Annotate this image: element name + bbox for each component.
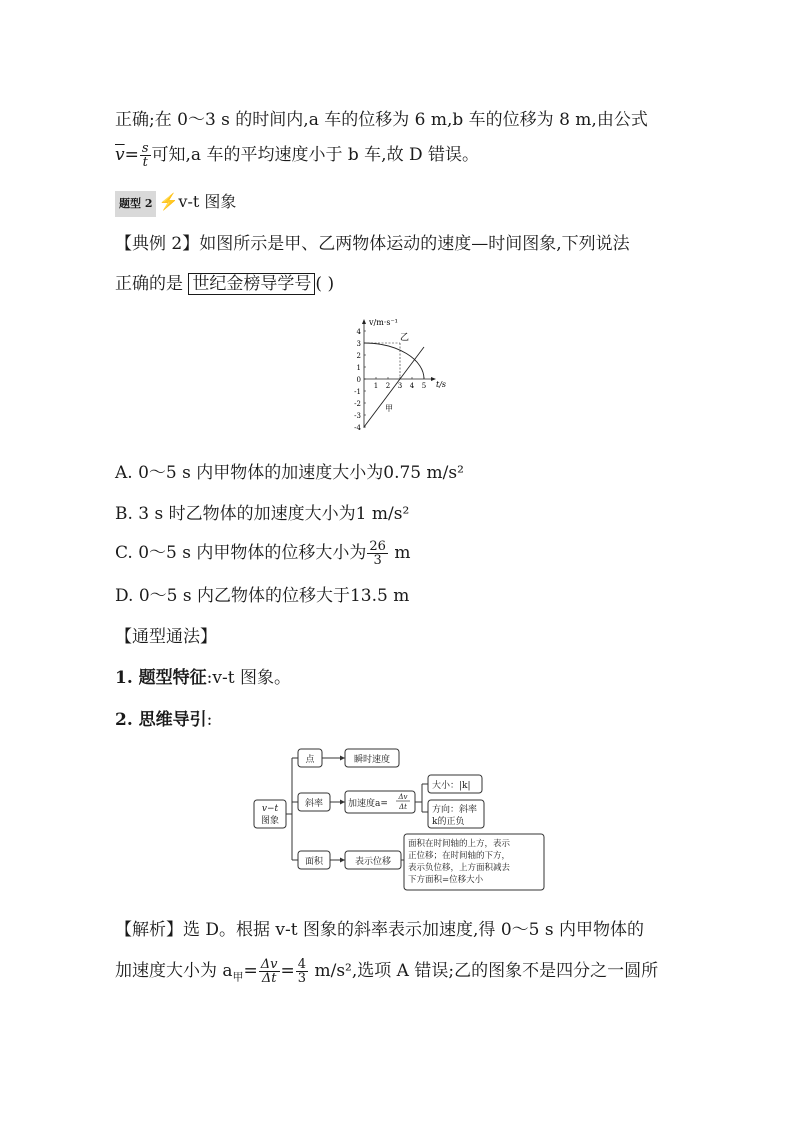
analysis-label: 【解析】 bbox=[115, 920, 183, 940]
series-yi-curve bbox=[364, 343, 424, 379]
x-tick-label: 5 bbox=[421, 382, 427, 390]
mindmap-b3d-4: 下方面积=位移大小 bbox=[408, 875, 484, 885]
v-bar-symbol: $\overline{v}$ bbox=[115, 145, 125, 165]
mindmap-b2r-den: Δt bbox=[399, 803, 407, 811]
analysis-text-1: 选 D。根据 v-t 图象的斜率表示加速度,得 0～5 s 内甲物体的 bbox=[183, 920, 644, 940]
option-b: B. 3 s 时乙物体的加速度大小为1 m/s² bbox=[115, 504, 410, 524]
mindmap-b2b-2: k的正负 bbox=[432, 817, 465, 827]
mindmap-b3d-3: 表示负位移，上方面积减去 bbox=[408, 863, 511, 873]
para-line-2-rest: 可知,a 车的平均速度小于 b 车,故 D 错误。 bbox=[151, 145, 480, 165]
fraction-dv-dt: $\frac{\Delta v}{\Delta t}$ bbox=[260, 957, 278, 986]
mindmap-root-2: 图象 bbox=[260, 816, 280, 826]
mindmap-b2r-num: Δv bbox=[398, 793, 408, 801]
lightning-icon: ⚡ bbox=[158, 192, 179, 211]
label-yi: 乙 bbox=[400, 333, 410, 343]
analysis-line-2 bbox=[115, 958, 658, 989]
section-header bbox=[115, 190, 236, 217]
mindmap-b3d-2: 正位移；在时间轴的下方， bbox=[408, 851, 511, 861]
fraction-s-over-t: $\frac{s}{t}$ bbox=[141, 141, 149, 170]
example-label: 【典例 2】 bbox=[115, 234, 200, 254]
graph-ylabel: v/m·s⁻¹ bbox=[369, 318, 398, 327]
y-tick-label: -2 bbox=[354, 400, 361, 408]
equals: = bbox=[243, 961, 258, 981]
option-a: A. 0～5 s 内甲物体的加速度大小为0.75 m/s² bbox=[115, 463, 464, 483]
analysis-line-1 bbox=[115, 918, 644, 942]
y-axis-arrow bbox=[362, 319, 366, 324]
option-c bbox=[115, 540, 410, 567]
equals-2: = bbox=[280, 961, 295, 981]
vt-graph bbox=[352, 315, 457, 435]
mindmap-root-1: v−t bbox=[261, 804, 279, 814]
mindmap-b3d-1: 面积在时间轴的上方，表示 bbox=[408, 839, 511, 849]
mind-map bbox=[250, 742, 550, 897]
mindmap-b3r: 表示位移 bbox=[354, 857, 392, 867]
mindmap-b1r: 瞬时速度 bbox=[353, 755, 391, 765]
y-tick-label: 4 bbox=[356, 328, 361, 336]
y-tick-label: 2 bbox=[356, 352, 361, 360]
label-jia: 甲 bbox=[385, 404, 393, 413]
mindmap-b1: 点 bbox=[305, 755, 315, 765]
subscript-jia: 甲 bbox=[232, 970, 244, 984]
example-text-2: 正确的是 bbox=[115, 274, 183, 294]
method-item-2: 2. 思维导引: bbox=[115, 710, 213, 730]
section-title: v-t 图象 bbox=[178, 192, 237, 211]
boxed-label: 世纪金榜导学号 bbox=[188, 273, 315, 295]
y-tick-label: 3 bbox=[356, 340, 361, 348]
equals: = bbox=[124, 145, 139, 165]
y-tick-label: -4 bbox=[354, 424, 361, 432]
fraction-26-3: $\frac{26}{3}$ bbox=[369, 539, 386, 568]
mindmap-b2r: 加速度a= bbox=[348, 799, 388, 809]
y-tick-label: -1 bbox=[354, 388, 361, 396]
example-line-2 bbox=[115, 272, 334, 296]
analysis-text-2-rest: m/s²,选项 A 错误;乙的图象不是四分之一圆所 bbox=[309, 961, 659, 981]
mindmap-b3: 面积 bbox=[304, 857, 324, 867]
y-tick-label: -3 bbox=[354, 412, 361, 420]
y-tick-label: 1 bbox=[356, 364, 361, 372]
x-tick-label: 2 bbox=[385, 382, 391, 390]
answer-paren: ( ) bbox=[315, 274, 335, 294]
y-tick-label: 0 bbox=[356, 376, 361, 384]
fraction-4-3: $\frac{4}{3}$ bbox=[297, 957, 307, 986]
option-d: D. 0～5 s 内乙物体的位移大于13.5 m bbox=[115, 586, 410, 606]
section-tag: 题型 2 bbox=[115, 191, 156, 217]
mindmap-b2: 斜率 bbox=[304, 799, 324, 809]
option-c-unit: m bbox=[394, 543, 411, 563]
graph-xlabel: t/s bbox=[436, 380, 447, 389]
mindmap-b2a: 大小：|k| bbox=[432, 781, 471, 791]
para-line-1: 正确;在 0～3 s 的时间内,a 车的位移为 6 m,b 车的位移为 8 m,由公式 bbox=[115, 110, 648, 130]
analysis-text-2: 加速度大小为 a bbox=[115, 961, 233, 981]
example-text-1: 如图所示是甲、乙两物体运动的速度—时间图象,下列说法 bbox=[199, 234, 630, 254]
x-tick-label: 3 bbox=[397, 382, 403, 390]
method-title: 【通型通法】 bbox=[115, 627, 217, 647]
example-line-1 bbox=[115, 232, 630, 256]
x-tick-label: 4 bbox=[409, 382, 415, 390]
x-tick-label: 1 bbox=[373, 382, 379, 390]
method-item-1: 1. 题型特征:v-t 图象。 bbox=[115, 668, 291, 688]
option-c-text: C. 0～5 s 内甲物体的位移大小为 bbox=[115, 543, 367, 563]
mindmap-b2b-1: 方向：斜率 bbox=[432, 805, 478, 815]
para-line-2 bbox=[115, 142, 479, 169]
